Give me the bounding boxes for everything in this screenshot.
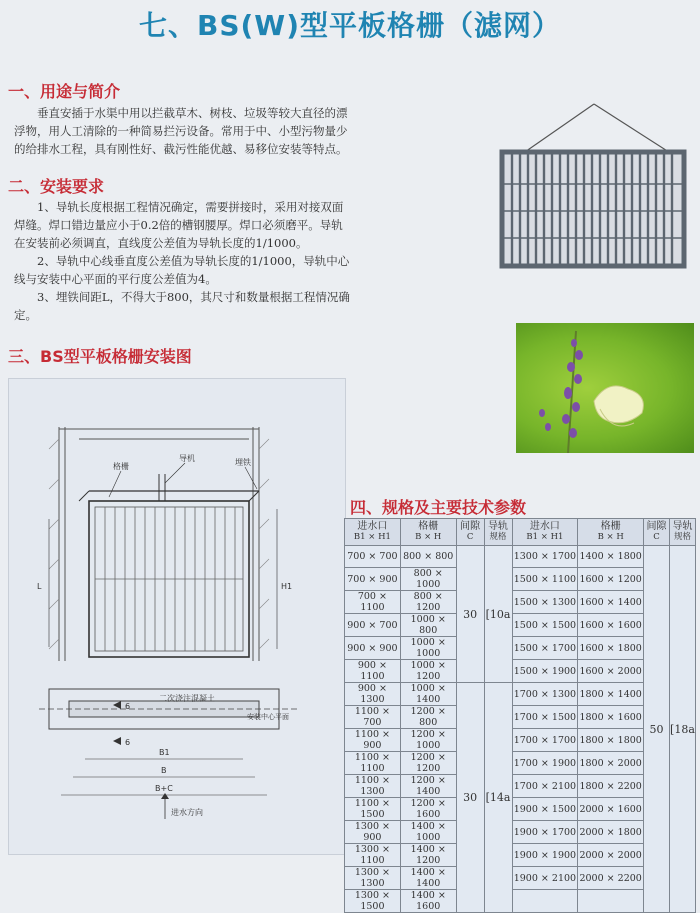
label-grille: 格栅: [113, 462, 129, 471]
table-row: [345, 729, 696, 752]
cell-inlet: 1300 × 1100: [345, 844, 401, 867]
cell-grille: 1600 × 1800: [578, 637, 644, 660]
label-BC: B+C: [155, 784, 173, 793]
label-concrete: 二次浇注混凝土: [159, 694, 215, 703]
table-row: [345, 591, 696, 614]
cell-inlet: 1300 × 1300: [345, 867, 401, 890]
spec-table: [344, 518, 696, 913]
cell-grille: 800 × 1200: [400, 591, 456, 614]
table-row: [345, 775, 696, 798]
s2-line: 焊缝。焊口错边量应小于0.2倍的槽钢腰厚。焊口必须磨平。导轨: [14, 218, 343, 232]
cell-inlet: 1500 × 1100: [512, 568, 578, 591]
table-row: [345, 706, 696, 729]
cell-inlet: 1700 × 1300: [512, 683, 578, 706]
cell-gap: 30: [456, 546, 484, 683]
cell-grille: 1000 × 1200: [400, 660, 456, 683]
s2-line: 3、埋铁间距L，不得大于800，其尺寸和数量根据工程情况确: [37, 290, 350, 304]
s1-line: 的给排水工程，具有刚性好、截污性能优越、易移位安装等特点。: [14, 142, 348, 156]
cell-grille: 1400 × 1000: [400, 821, 456, 844]
cell-rail: [18a: [669, 546, 695, 913]
cell-inlet: 1500 × 1500: [512, 614, 578, 637]
cell-rail: [10a: [484, 546, 512, 683]
header-grille: 格栅 B × H: [578, 519, 644, 546]
table-row: [345, 890, 696, 913]
s2-line: 在安装前必须调直，直线度公差值为导轨长度的1/1000。: [14, 236, 308, 250]
cell-inlet: 1900 × 2100: [512, 867, 578, 890]
table-header-row: [345, 519, 696, 546]
cell-inlet: 1500 × 1700: [512, 637, 578, 660]
cell-inlet: 900 × 1100: [345, 660, 401, 683]
s2-line: 2、导轨中心线垂直度公差值为导轨长度的1/1000，导轨中心: [37, 254, 350, 268]
cell-grille: 1400 × 1400: [400, 867, 456, 890]
table-row: [345, 614, 696, 637]
cell-inlet: 1700 × 1900: [512, 752, 578, 775]
cell-inlet: 1700 × 1700: [512, 729, 578, 752]
label-B: B: [161, 766, 167, 775]
cell-grille: 2000 × 2000: [578, 844, 644, 867]
cell-inlet: 1700 × 1500: [512, 706, 578, 729]
header-rail: 导轨 规格: [484, 519, 512, 546]
table-row: [345, 546, 696, 568]
cell-inlet: 700 × 900: [345, 568, 401, 591]
cell-grille: 1400 × 1200: [400, 844, 456, 867]
cell-grille: 800 × 1000: [400, 568, 456, 591]
cell-inlet: 1100 × 1100: [345, 752, 401, 775]
label-guide: 导机: [179, 454, 195, 463]
cell-inlet: 1300 × 1500: [345, 890, 401, 913]
cell-grille: 1200 × 800: [400, 706, 456, 729]
label-flow: 进水方向: [171, 808, 203, 817]
cell-grille: 2000 × 1800: [578, 821, 644, 844]
cell-grille: 1200 × 1000: [400, 729, 456, 752]
cell-grille: 1600 × 1600: [578, 614, 644, 637]
cell-grille: 1000 × 1000: [400, 637, 456, 660]
label-H1: H1: [281, 582, 293, 591]
table-row: [345, 568, 696, 591]
cell-inlet: 1300 × 1700: [512, 546, 578, 568]
label-weld-1: 6: [125, 702, 131, 711]
cell-inlet: 900 × 700: [345, 614, 401, 637]
cell-gap: 30: [456, 683, 484, 913]
butterfly-photo: [516, 323, 694, 453]
cell-inlet: 1100 × 700: [345, 706, 401, 729]
cell-inlet: 1100 × 1300: [345, 775, 401, 798]
cell-inlet: 1500 × 1900: [512, 660, 578, 683]
cell-grille: 2000 × 1600: [578, 798, 644, 821]
cell-inlet: 1100 × 900: [345, 729, 401, 752]
header-gap: 间隙 C: [644, 519, 670, 546]
cell-rail: [14a: [484, 683, 512, 913]
table-row: [345, 867, 696, 890]
cell-grille: 1600 × 1200: [578, 568, 644, 591]
section-2-text: [14, 198, 376, 324]
cell-inlet: 700 × 700: [345, 546, 401, 568]
page-title: 七、BS(W)型平板格栅（滤网）: [139, 9, 561, 42]
cell-inlet: 1900 × 1700: [512, 821, 578, 844]
header-inlet: 进水口 B1 × H1: [345, 519, 401, 546]
header-inlet: 进水口 B1 × H1: [512, 519, 578, 546]
cell-grille: 1400 × 1800: [578, 546, 644, 568]
cell-grille: 1200 × 1200: [400, 752, 456, 775]
label-center-plane: 安装中心平面: [247, 713, 289, 721]
cell-inlet: 900 × 900: [345, 637, 401, 660]
cell-inlet: 1900 × 1500: [512, 798, 578, 821]
cell-inlet: [512, 890, 578, 913]
cell-inlet: 900 × 1300: [345, 683, 401, 706]
cell-grille: 1600 × 1400: [578, 591, 644, 614]
header-gap: 间隙 C: [456, 519, 484, 546]
table-row: [345, 637, 696, 660]
cell-grille: 800 × 800: [400, 546, 456, 568]
label-L: L: [37, 582, 42, 591]
section-3-heading: 三、BS型平板格栅安装图: [8, 347, 192, 366]
grate-product-image: [494, 96, 690, 274]
cell-grille: 1200 × 1600: [400, 798, 456, 821]
table-row: [345, 844, 696, 867]
section-1-text: [14, 104, 376, 158]
table-row: [345, 683, 696, 706]
cell-inlet: 700 × 1100: [345, 591, 401, 614]
cell-grille: 1200 × 1400: [400, 775, 456, 798]
cell-grille: [578, 890, 644, 913]
flower-butterfly-icon: [516, 323, 694, 453]
header-rail: 导轨 规格: [669, 519, 695, 546]
section-1-heading: 一、用途与简介: [8, 82, 121, 101]
section-2-heading: 二、安装要求: [8, 177, 105, 196]
cell-inlet: 1700 × 2100: [512, 775, 578, 798]
cell-inlet: 1900 × 1900: [512, 844, 578, 867]
installation-drawing: [8, 378, 346, 855]
s2-line: 定。: [14, 308, 37, 322]
cell-grille: 1800 × 2000: [578, 752, 644, 775]
header-grille: 格栅 B × H: [400, 519, 456, 546]
cell-grille: 1000 × 800: [400, 614, 456, 637]
cell-grille: 1000 × 1400: [400, 683, 456, 706]
cell-grille: 1800 × 1800: [578, 729, 644, 752]
s2-line: 1、导轨长度根据工程情况确定，需要拼接时，采用对接双面: [37, 200, 344, 214]
s2-line: 线与安装中心平面的平行度公差值为4。: [14, 272, 217, 286]
table-row: [345, 752, 696, 775]
label-weld-2: 6: [125, 738, 131, 747]
table-row: [345, 821, 696, 844]
table-row: [345, 798, 696, 821]
cell-grille: 1400 × 1600: [400, 890, 456, 913]
s1-line: 垂直安插于水渠中用以拦截草木、树枝、垃圾等较大直径的漂: [37, 106, 348, 120]
cell-inlet: 1100 × 1500: [345, 798, 401, 821]
section-4-heading: 四、规格及主要技术参数: [350, 498, 527, 517]
label-B1: B1: [159, 748, 170, 757]
cell-grille: 1800 × 1400: [578, 683, 644, 706]
cell-grille: 2000 × 2200: [578, 867, 644, 890]
cell-inlet: 1500 × 1300: [512, 591, 578, 614]
s1-line: 浮物，用人工清除的一种简易拦污设备。常用于中、小型污物量少: [14, 124, 348, 138]
cell-grille: 1600 × 2000: [578, 660, 644, 683]
cell-grille: 1800 × 1600: [578, 706, 644, 729]
table-row: [345, 660, 696, 683]
label-embed: 埋铁: [235, 458, 251, 467]
cell-grille: 1800 × 2200: [578, 775, 644, 798]
cell-gap: 50: [644, 546, 670, 913]
cell-inlet: 1300 × 900: [345, 821, 401, 844]
